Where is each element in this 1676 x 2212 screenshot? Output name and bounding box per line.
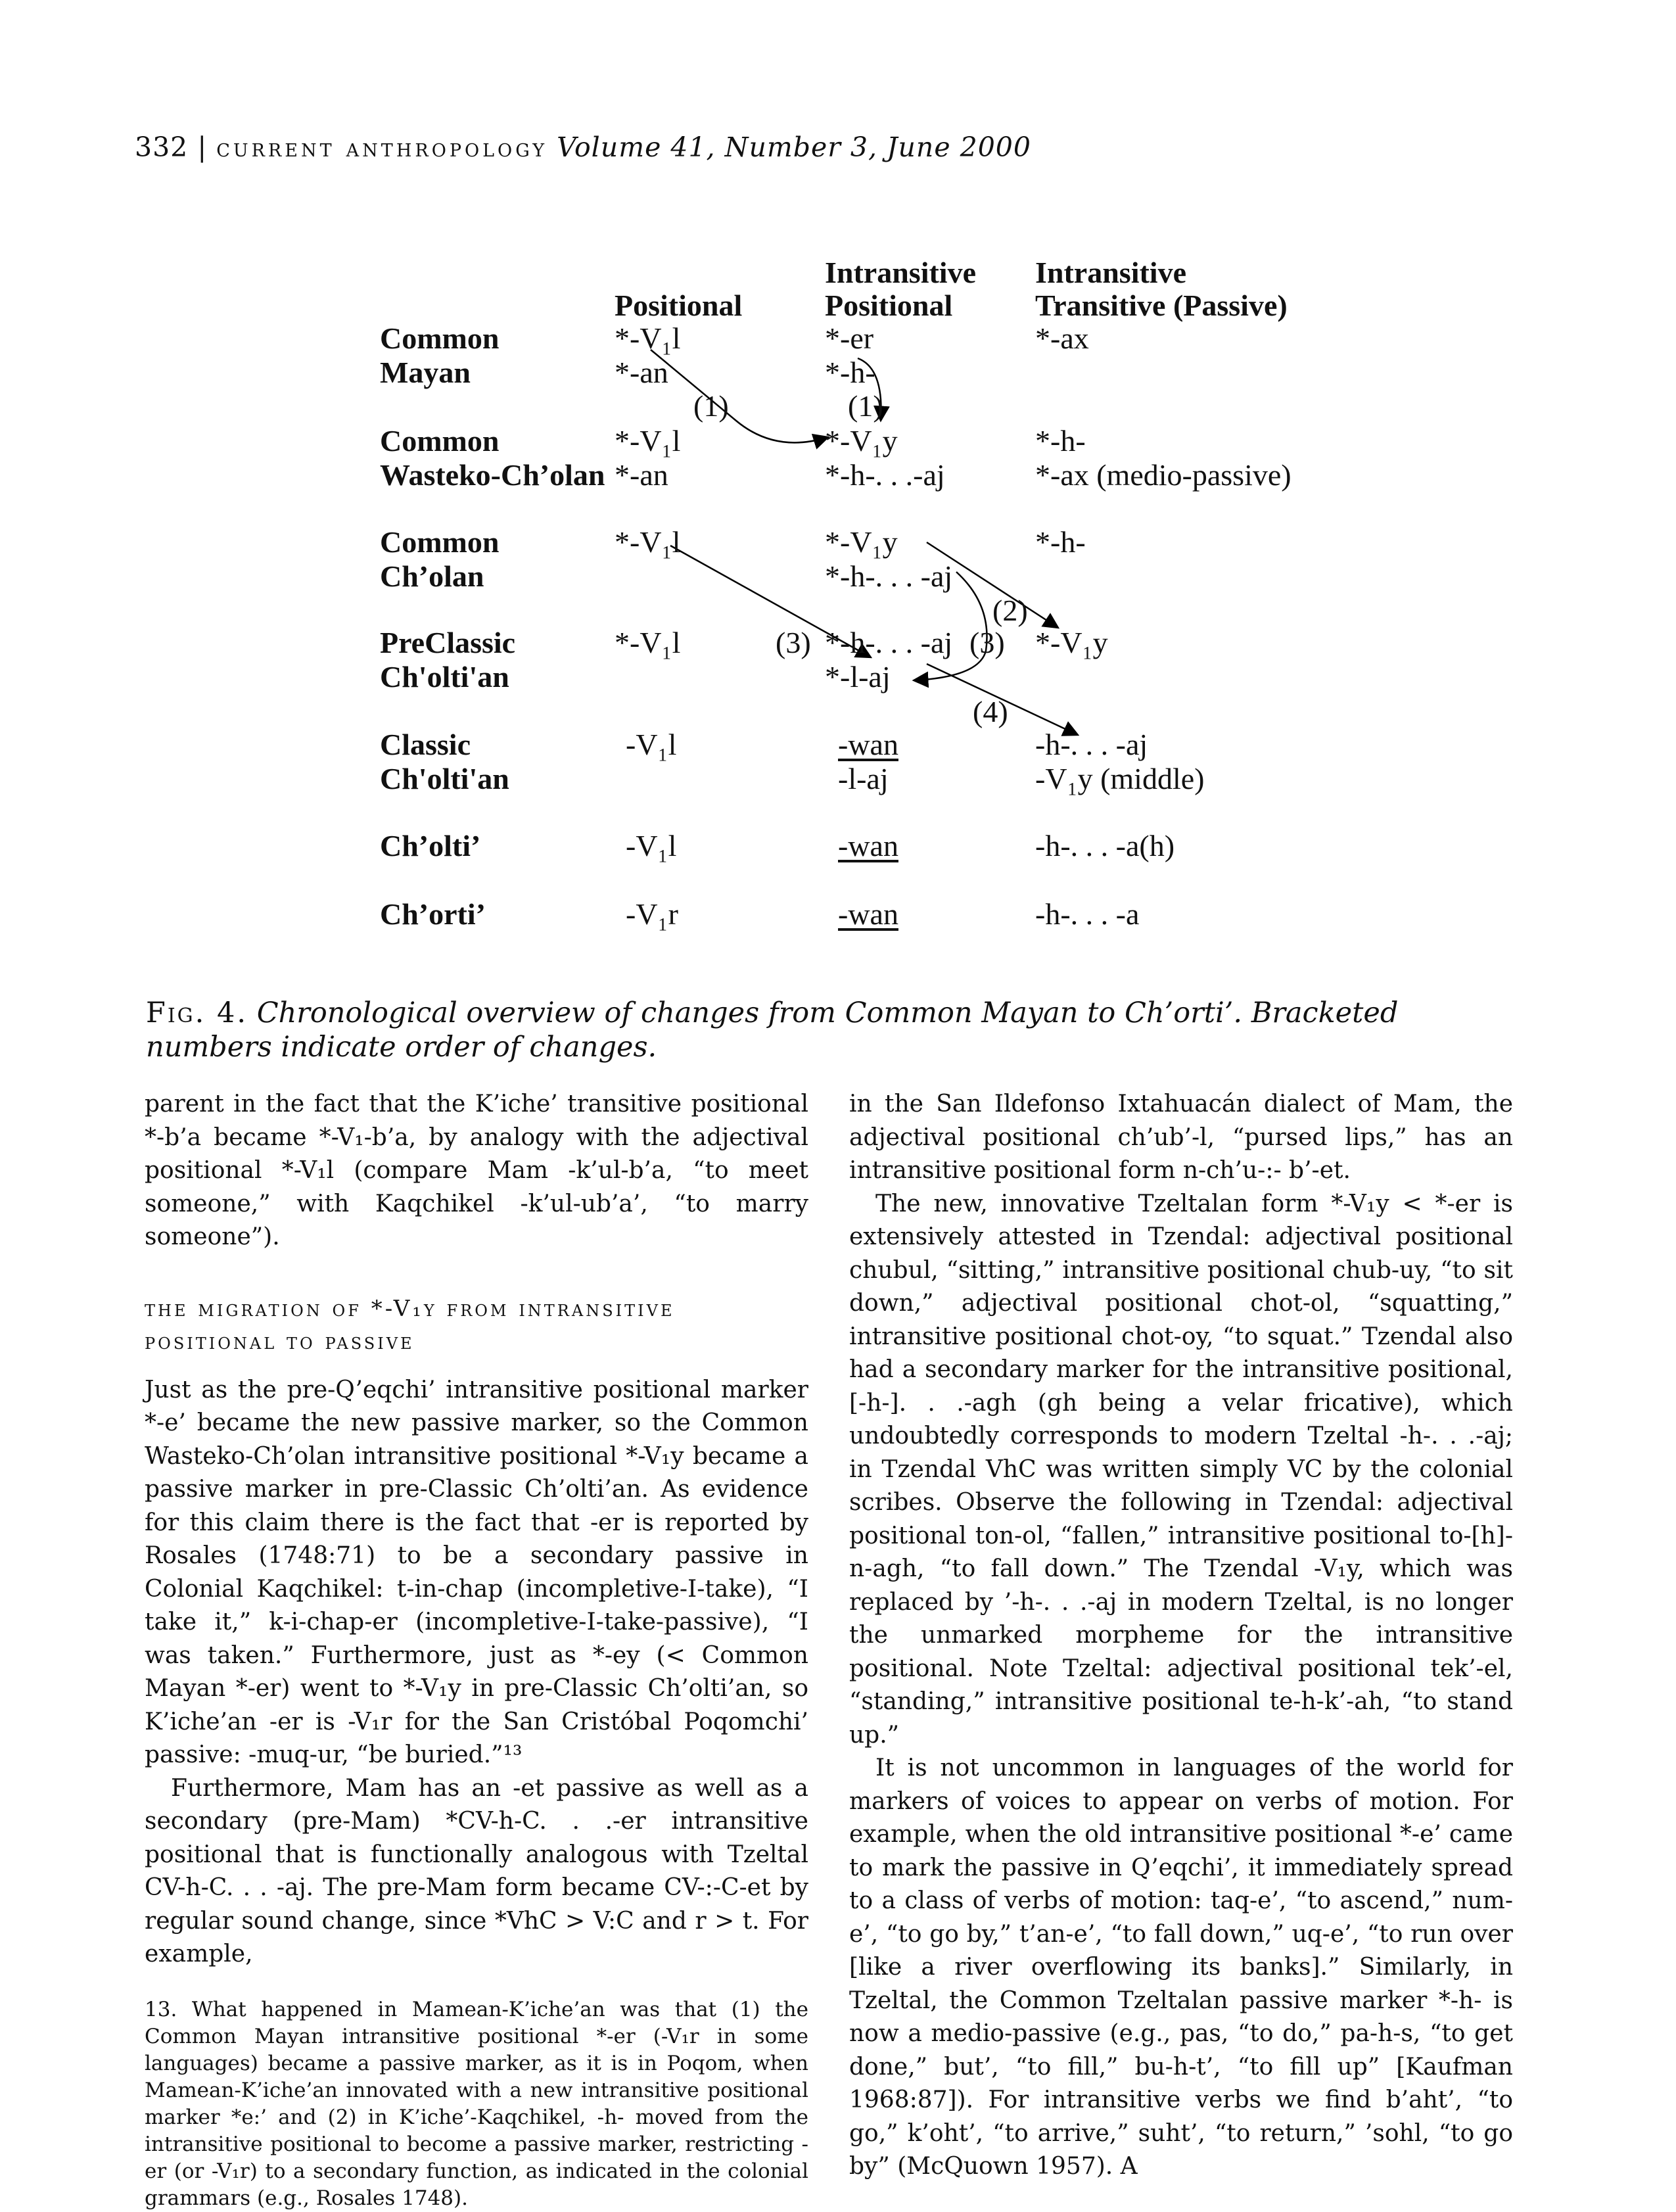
footnote-13: 13. What happened in Mamean-K’iche’an was that (1) the Common Mayan intransitive positional *-er (-V₁r in some languages) became a passive marker, as it is in Poqom, when Mamean-K’iche’an innovated with a new intransitive positional marker *e:’ and (2) in K’iche’-Kaqchikel, -h- moved from the intransitive positional to become a passive marker, restricting -er (or -V₁r) to a secondary function, as indicated in the colonial grammars (e.g., Rosales 1748).	[145, 1997, 808, 2210]
paragraph: The new, innovative Tzeltalan form *-V₁y < *-er is extensively attested in Tzendal: adjectival positional chubul, “sitting,” intransitive positional chub-uy, “to sit down,” adjectival positional chot-ol, “squatting,” intransitive positional chot-oy, “to squat.” Tzendal also had a secondary marker for the intransitive positional, [-h-]. . .-agh (gh being a velar fricative), which undoubtedly corresponds to modern Tzeltal -h-. . .-aj; in Tzendal VhC was written simply VC by the colonial scribes. Observe the following in Tzendal: adjectival positional ton-ol, “fallen,” intransitive positional to-[h]-n-agh, “to fall down.” The Tzendal -V₁y, which was replaced by ’-h-. . .-aj in modern Tzeltal, is no longer the unmarked morpheme for the intransitive positional. Note Tzeltal: adjectival positional tek’-el, “standing,” intransitive positional te-h-k’-ah, “to stand up.”	[849, 1190, 1513, 1749]
passive-form: -h-. . . -aj	[1035, 728, 1148, 761]
passive-form: *-h-	[1035, 525, 1086, 559]
caption-text: Chronological overview of changes from Common Mayan to Ch’orti’. Bracketed numbers indicate order of changes.	[146, 997, 1399, 1064]
intrans-form: -wan	[838, 728, 898, 761]
row-label-line1: Common	[380, 525, 500, 559]
passive-form: *-h-	[1035, 424, 1086, 458]
positional-form: *-an	[615, 458, 668, 492]
row-label-line2: Wasteko-Ch’olan	[380, 458, 605, 492]
intrans-form: *-V₁y	[825, 525, 898, 559]
intrans-form: *-h-. . .-aj	[825, 458, 945, 492]
positional-form: -V₁r	[626, 897, 678, 931]
passive-form: -V₁y (middle)	[1035, 762, 1205, 795]
positional-form: -V₁l	[626, 728, 677, 761]
page-number: 332	[135, 131, 189, 163]
change-marker-1a: (1)	[693, 389, 729, 423]
intrans-form: -l-aj	[838, 762, 889, 795]
figure-caption	[146, 996, 1533, 1064]
intrans-form: -wan	[838, 897, 898, 931]
row-label-line1: Common	[380, 424, 500, 458]
passive-form: -h-. . . -a(h)	[1035, 829, 1175, 862]
positional-form: *-an	[615, 356, 668, 389]
caption-label: Fig. 4.	[146, 997, 248, 1029]
paragraph: It is not uncommon in languages of the world for markers of voices to appear on verbs of motion. For example, when the old intransitive positional *-e’ came to mark the passive in Q’eqchi’, it immediately spread to a class of verbs of motion: taq-e’, “to ascend,” num-e’, “to go by,” t’an-e’, “to fall down,” uq-e’, “to run over [like a river overflowing its banks].” Similarly, in Tzeltal, the Common Tzeltalan passive marker *-h- is now a medio-passive (e.g., pas, “to do,” pa-h-s, “to get done,” but’, “to fill,” bu-h-t’, “to fill up” [Kaufman 1968:87]). For intransitive verbs we find b’aht’, “to go,” k’oht’, “to arrive,” suht’, “to return,” ’sohl, “to go by” (McQuown 1957). A	[849, 1754, 1513, 2180]
passive-form: *-ax	[1035, 321, 1089, 355]
row-label-line1: Common	[380, 321, 500, 355]
intrans-form: -wan	[838, 829, 898, 862]
paragraph: parent in the fact that the K’iche’ transitive positional *-b’a became *-V₁-b’a, by analogy with the adjectival positional *-V₁l (compare Mam -k’ul-b’a, “to meet someone,” with Kaqchikel -k’ul-ub’a’, “to marry someone”).	[145, 1091, 808, 1250]
positional-form: -V₁l	[626, 829, 677, 862]
header-intr-pos-2: Positional	[825, 289, 953, 322]
section-heading: the migration of *-V₁y from intransitive positional to passive	[145, 1295, 675, 1355]
header-separator: |	[197, 131, 208, 163]
row-label-line1: Classic	[380, 728, 471, 761]
change-marker-2: (2)	[992, 594, 1028, 627]
header-intr-trans-1: Intransitive	[1035, 256, 1186, 289]
issue-info: Volume 41, Number 3, June 2000	[557, 131, 1031, 163]
intrans-form: *-er	[825, 321, 874, 355]
intrans-form: *-h-. . . -aj	[825, 626, 953, 659]
left-column	[145, 1088, 808, 2212]
change-marker-3a: (3)	[776, 626, 811, 659]
header-positional: Positional	[615, 289, 743, 322]
change-marker-1b: (1)	[848, 389, 883, 423]
change-marker-3b: (3)	[969, 626, 1005, 659]
positional-form: *-V₁l	[615, 321, 681, 355]
row-label-line1: PreClassic	[380, 626, 516, 659]
header-intr-trans-2: Transitive (Passive)	[1035, 289, 1288, 322]
header-intr-pos-1: Intransitive	[825, 256, 976, 289]
paragraph: Furthermore, Mam has an -et passive as well as a secondary (pre-Mam) *CV-h-C. . .-er intransitive positional that is functionally analogous with Tzeltal CV-h-C. . . -aj. The pre-Mam form became CV-:-C-et by regular sound change, since *VhC > V:C and r > t. For example,	[145, 1774, 808, 1967]
intrans-form: *-h-	[825, 356, 875, 389]
right-column	[849, 1088, 1513, 2184]
row-label-line2: Ch'olti'an	[380, 660, 509, 694]
row-label-line2: Ch'olti'an	[380, 762, 509, 795]
positional-form: *-V₁l	[615, 424, 681, 458]
paragraph: Just as the pre-Q’eqchi’ intransitive positional marker *-e’ became the new passive marker, so the Common Wasteko-Ch’olan intransitive positional *-V₁y became a passive marker in pre-Classic Ch’olti’an. As evidence for this claim there is the fact that -er is reported by Rosales (1748:71) to be a secondary passive in Colonial Kaqchikel: t-in-chap (incompletive-I-take), “I take it,” k-i-chap-er (incompletive-I-take-passive), “I was taken.” Furthermore, just as *-ey (< Common Mayan *-er) went to *-V₁y in pre-Classic Ch’olti’an, so K’iche’an -er is -V₁r for the San Cristóbal Poqomchi’ passive: -muq-ur, “be buried.”¹³	[145, 1376, 808, 1768]
figure-4	[0, 0, 1676, 953]
row-label-line1: Ch’orti’	[380, 897, 486, 931]
row-label-line1: Ch’olti’	[380, 829, 481, 862]
row-label-line2: Ch’olan	[380, 559, 484, 593]
positional-form: *-V₁l	[615, 626, 681, 659]
passive-form: -h-. . . -a	[1035, 897, 1140, 931]
intrans-form: *-h-. . . -aj	[825, 559, 953, 593]
passive-form: *-ax (medio-passive)	[1035, 458, 1292, 492]
intrans-form: *-l-aj	[825, 660, 891, 694]
paragraph: in the San Ildefonso Ixtahuacán dialect of Mam, the adjectival positional ch’ub’-l, “pursed lips,” has an intransitive positional form n-ch’u-:- b’-et.	[849, 1091, 1513, 1184]
passive-form: *-V₁y	[1035, 626, 1108, 659]
change-marker-4: (4)	[973, 695, 1008, 728]
journal-name: current anthropology	[216, 133, 548, 162]
positional-form: *-V₁l	[615, 525, 681, 559]
row-label-line2: Mayan	[380, 356, 471, 389]
intrans-form: *-V₁y	[825, 424, 898, 458]
